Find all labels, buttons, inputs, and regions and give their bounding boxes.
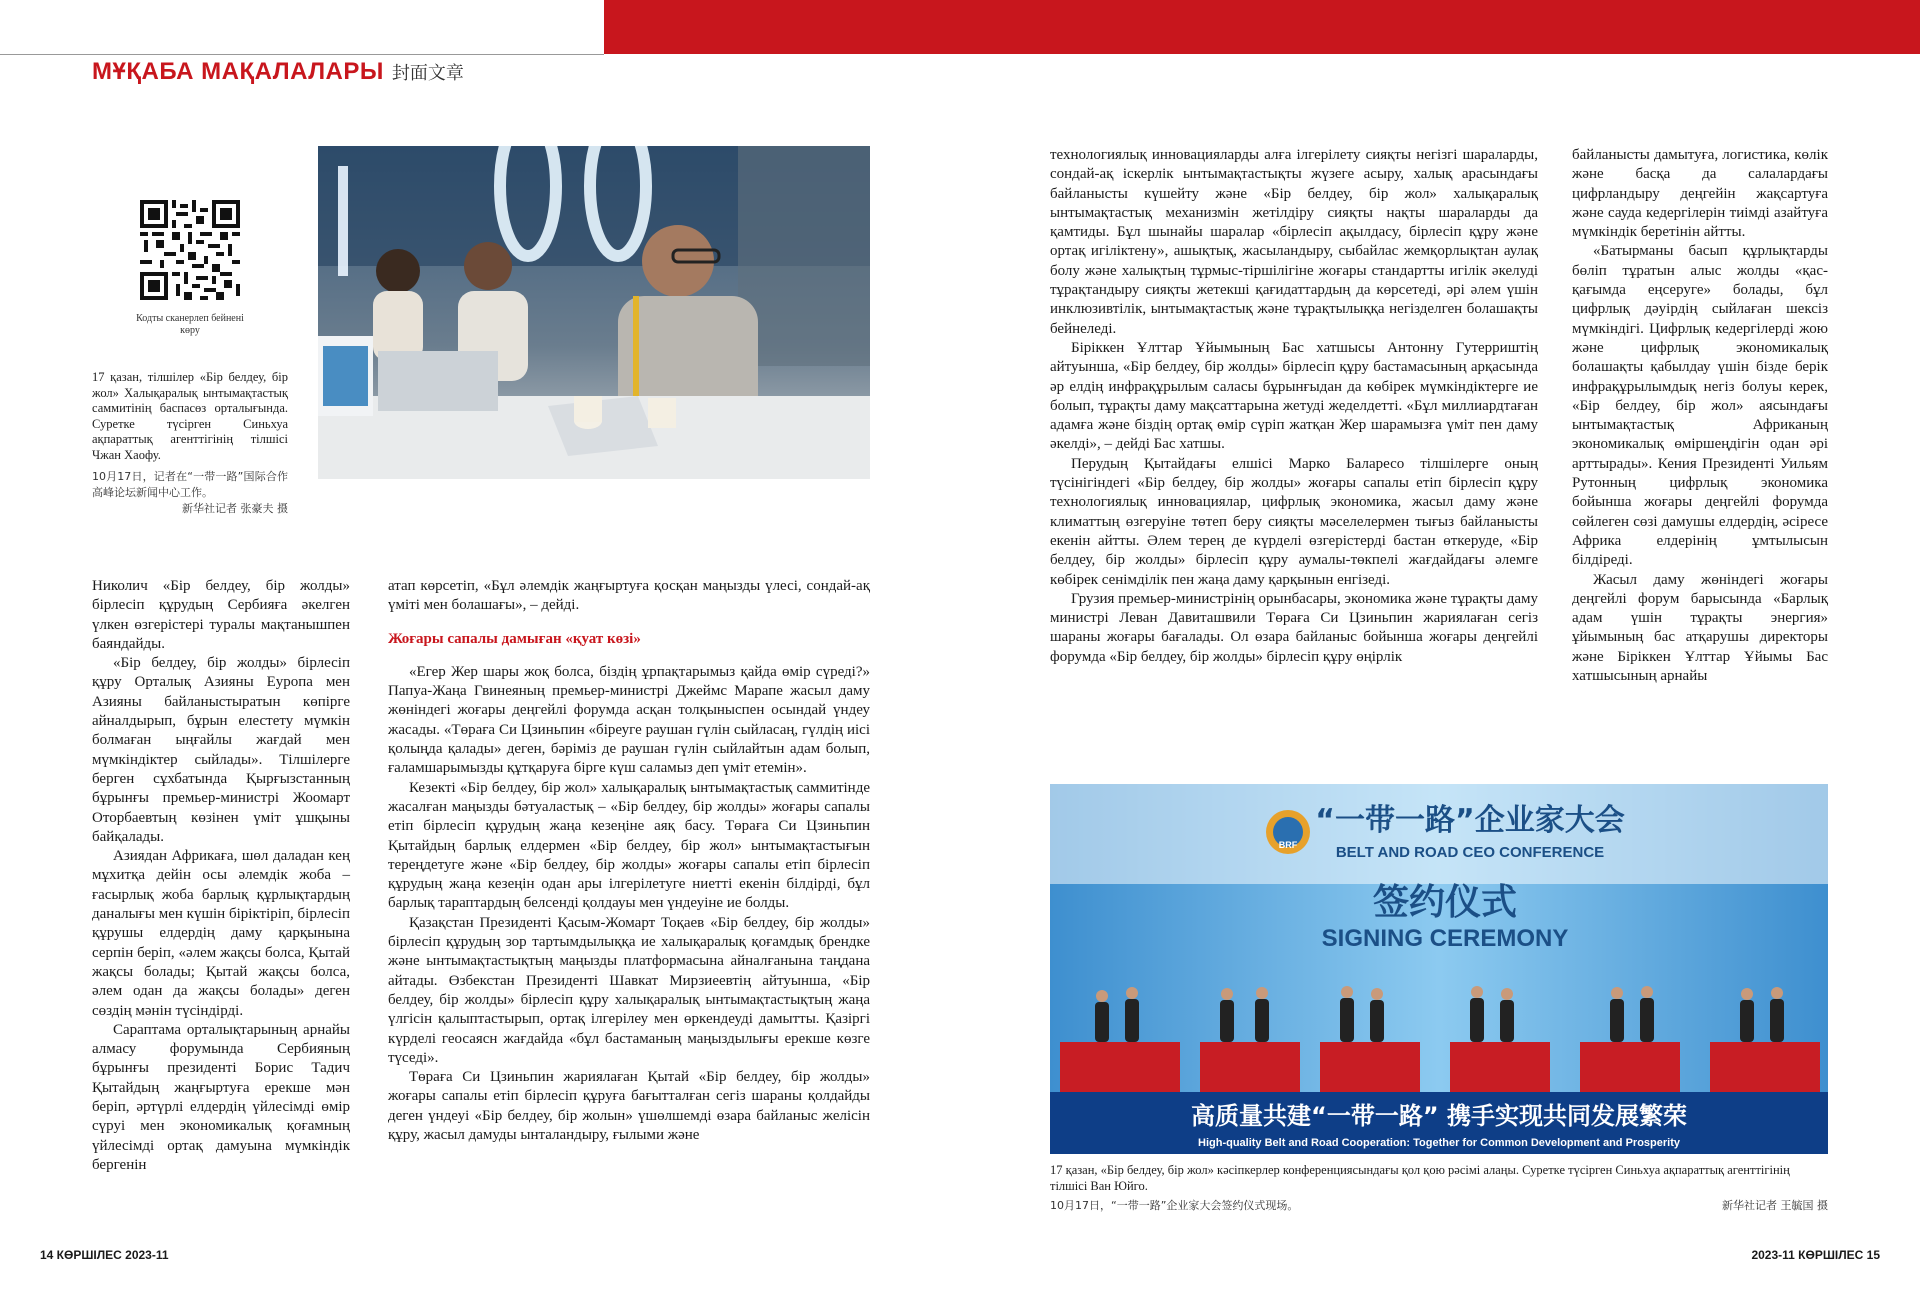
paragraph: Сараптама орталықтарының арнайы алмасу форумында Сербияның бұрынғы президенті Борис Тадич Қытайдың жаңғыртуға ерекше мән беріп, әртүрлі елдердің үйлесімді өмір сүруі мен экономикалық қоғамның үйлесімді ортақ дамуына мүмкіндік бергенін (92, 1021, 350, 1173)
press-center-photo (318, 146, 870, 479)
paragraph: Жасыл даму жөніндегі жоғары деңгейлі форум барысында «Барлық адам үшін тұрақты энергия» ұйымының бас атқарушы директоры және Біріккен Ұлттар Ұйымы Бас хатшысының арнайы (1572, 571, 1828, 685)
paragraph: атап көрсетіп, «Бұл әлемдік жаңғыртуға қосқан маңызды үлесі, сондай-ақ үміті мен болашағы», – дейді. (388, 578, 870, 614)
photo1-caption-kk: 17 қазан, тілшілер «Бір белдеу, бір жол» Халықаралық ынтымақтастық саммитінің баспасөз орталығында. Суретке түсірген Синьхуа ақпараттық агенттігінің тілшісі Чжан Хаофу. (92, 370, 288, 462)
photo2-caption-kk: 17 қазан, «Бір белдеу, бір жол» кәсіпкерлер конференциясындағы қол қою рәсімі алаңы. Суретке түсірген Синьхуа ақпараттық агенттігінің тілшісі Ван Юйго. (1050, 1163, 1790, 1193)
paragraph: Азиядан Африкаға, шөл даладан кең мұхитқа дейін осы әлемдік жоба – ғасырлық жоба барлық құрлықтардың даналығы мен күшін біріктіріп, бірлесіп құрушы елдердің даму қарқынына серпін беріп, «әлем жақсы болса, Қытай жақсы болады; Қытай жақсы болса, әлем одан да жақсы болады» деген сөздің мәнін түсіндірді. (92, 848, 350, 1019)
bottom-banner-en: High-quality Belt and Road Cooperation: Together for Common Development and Prosperity (1198, 1137, 1680, 1149)
header-rule (0, 54, 604, 55)
bottom-banner-cn: 高质量共建“一带一路” 携手实现共同发展繁荣 (1191, 1102, 1687, 1130)
paragraph: байланысты дамытуға, логистика, көлік және басқа да салалардағы цифрландыру деңгейін жақсартуға және сауда кедергілерін тиімді азайтуға мүмкіндік беретінін айтты. (1572, 147, 1828, 241)
paragraph: «Егер Жер шары жоқ болса, біздің ұрпақтарымыз қайда өмір сүреді?» Папуа-Жаңа Гвинеяның премьер-министрі Джеймс Марапе жасыл даму жөніндегі жоғары деңгейлі форумда асқан толқыныспен осындай үндеу жасады. «Төраға Си Цзиньпин «біреуге раушан гүлін сыйласаң, гүлдің иісі қолыңда қалады» деген, бәріміз де раушан гүлін сыйлайтын адам болып, ғаламшарымызды құтқаруға бірге күш саламыз деп үміт етемін». (388, 663, 870, 777)
paragraph: Біріккен Ұлттар Ұйымының Бас хатшысы Антонну Гутерриштің айтуынша, «Бір белдеу, бір жолды» бірлесіп құру бастамасының арқасында әр елдің инфрақұрылым саласы бұрынғыдан да көбірек мүмкіндіктерге ие болып, тұрақты даму мақсаттарына жетуді жеделдетті. «Бұл миллиардтаған адамға және біздің ортақ өмір сүріп жатқан Жер шарамызға үміт пен даму әкелді», – дейді Бас хатшы. (1050, 339, 1538, 453)
article-column-2 (388, 577, 870, 1145)
photo2-credit: 新华社记者 王毓国 摄 (1722, 1199, 1828, 1212)
photo2-caption-cn: 10月17日，“一带一路”企业家大会签约仪式现场。 (1050, 1199, 1299, 1212)
photo1-caption-cn: 10月17日，记者在“一带一路”国际合作高峰论坛新闻中心工作。 (92, 470, 288, 499)
section-title-cn: 封面文章 (391, 63, 464, 84)
header-red-bar (604, 0, 1920, 54)
photo1-caption (92, 370, 288, 517)
section-title (92, 58, 464, 86)
photo1-credit: 新华社记者 张豪夫 摄 (182, 502, 288, 515)
banner-en: BELT AND ROAD CEO CONFERENCE (1335, 844, 1605, 861)
subheading: Жоғары сапалы дамыған «қуат көзі» (388, 630, 641, 647)
article-column-4 (1572, 146, 1828, 686)
qr-block (128, 200, 252, 337)
qr-code-icon[interactable] (140, 200, 240, 300)
footer-left-page-number: 14 КӨРШІЛЕС 2023-11 (40, 1248, 169, 1262)
signing-ceremony-photo (1050, 784, 1828, 1154)
banner-cn: “一带一路”企业家大会 (1315, 803, 1625, 838)
article-column-1 (92, 577, 350, 1175)
paragraph: «Бір белдеу, бір жолды» бірлесіп құру Орталық Азияны Еуропа мен Азияны байланыстыратын көпірге айналдырып, бұрын елестету мүмкін болмаған ыңғайлы жағдай мен мүмкіндіктер сыйлады». Тілшілерге берген сұхбатында Қырғызстанның бұрынғы премьер-министрі Жоомарт Оторбаевтың көзінен үміт ұшқыны байқалады. (92, 655, 350, 845)
photo2-caption (1050, 1162, 1828, 1214)
paragraph: «Батырманы басып құрлықтарды бөліп тұратын алыс жолды «қас-қағымда еңсеруге» болады, бұл цифрлық дәуірдің сыйлаған шексіз мүмкіндігі. Цифрлық кедергілерді жою және цифрлық экономикалық болашақты қабылдау үшін бізде берік инфрақұрылымдық негіз болуы керек, «Бір белдеу, бір жол» аясындағы ынтымақтастық Африканың экономикалық өміршеңдігін одан әрі арттырады». Кения Президенті Уильям Рутонның цифрлық экономика бойынша жоғары деңгейлі форумда сөйлеген сөзі дамушы елдердің, әсіресе Африка елдерінің ұмтылысын білдіреді. (1572, 243, 1828, 569)
paragraph: Қазақстан Президенті Қасым-Жомарт Тоқаев «Бір белдеу, бір жолды» бірлесіп құрудың зор тартымдылыққа ие халықаралық қоғамдық брендке және ынтымақтастықтың маңызды платформасына айналғанына таңдана айтады. Өзбекстан Президенті Шавкат Мирзиеевтің айтуынша, «Бір белдеу, бір жолды» бірлесіп құру халықаралық ынтымақтастықтың жаңа үлгісін қалыптастырып, ортақ ілгерілеу мен өркендеуді дамытты. Қазіргі күрделі геосаясн жағдайда «бұл бастаманың маңыздылығы ерекше көзге түседі». (388, 914, 870, 1066)
photo2-caption-cn-row (1050, 1198, 1828, 1214)
qr-caption: Кодты сканерлеп бейнені көру (136, 313, 244, 336)
paragraph: Кезекті «Бір белдеу, бір жол» халықаралық ынтымақтастық саммитінде жасалған маңызды бәтуаластық – «Бір белдеу, бір жолды» жоғары сапалы етіп бірлесіп құрудың жаңа кезеңіне аяқ басу. Төраға Си Цзиньпин Қытайдың барлық елдермен «Бір белдеу, бір жол» ынтымақтастығын тереңдетуге және «Бір белдеу, бір жолды» жоғары сапалы етіп бірлесіп құрудың жаңа кезеңін одан ары ілгерілетуге ниетті екенін білдірді, бұл барлық тараптардың белсенді қолдауы мен үндеуіне ие болды. (388, 779, 870, 912)
paragraph: Перудың Қытайдағы елшісі Марко Баларесо тілшілерге оның түсінігіндегі «Бір белдеу, бір жолды» жоғары сапалы етіп бірлесіп құру технологиялық инновациялар, цифрлық экономика, жасыл даму және климаттың өзгеруіне төтеп беру сияқты мәселелермен тығыз байланысты екенін айтты. Әлем терең де күрделі өзгерістерді бастан өткеруде, «Бір белдеу, бір жолды» бірлесіп құру аумалы-төкпелі жағдайдағы әлемге көбірек сенімділік пен жаңа даму қарқынын енгізеді. (1050, 455, 1538, 588)
footer-right-page-number: 2023-11 КӨРШІЛЕС 15 (1751, 1248, 1880, 1262)
section-title-kk: МҰҚАБА МАҚАЛАЛАРЫ (92, 58, 384, 85)
article-column-3 (1050, 146, 1538, 667)
paragraph: Грузия премьер-министрінің орынбасары, экономика және тұрақты даму министрі Леван Давиташвили Төраға Си Цзиньпин жариялаған сегіз шараны жоғары бағалады. Ол өзара байланыс бойынша жоғары деңгейлі форумда «Бір белдеу, бір жолды» бірлесіп құру өңірлік (1050, 590, 1538, 665)
paragraph: Николич «Бір белдеу, бір жолды» бірлесіп құрудың Сербияға әкелген үлкен өзгерістері туралы мақтанышпен баяндайды. (92, 578, 350, 652)
paragraph: технологиялық инновацияларды алға ілгерілету сияқты негізгі шараларды, сондай-ақ іскерлік ынтымақтастықты жүзеге асыру, халық арасындағы байланысты күшейту және «Бір белдеу, бір жол» халықаралық ынтымақтастық механизмін жетілдіру сияқты нақты шараларды да қамтиды. Бұл шынайы шаралар «бірлесіп ақылдасу, бірлесіп құру және ортақ игіліктену», ашықтық, жасыландыру, сыбайлас жемқорлықтан аулақ болу және халықтың тұрмыс-тіршілігіне жоғары стандартты игілік әкелуді тұрақтандыру сияқты жетекші қағидаттардың да көрсетеді, әрі әлем үшін инклюзивтілік, ынтымақтастық және тұрақтылыққа негізделген болашақты бейнеледі. (1050, 147, 1538, 337)
sign-cn: 签约仪式 (1372, 882, 1518, 923)
brf-logo-text: BRF (1278, 840, 1298, 850)
paragraph: Төраға Си Цзиньпин жариялаған Қытай «Бір белдеу, бір жолды» жоғары сапалы етіп бірлесіп құруға бағытталған сегіз шараны қолдайды деген үндеуі «Бір белдеу, бір жолын» үшөлшемді өзара байланыс желісін құру, жасыл дамуды ынталандыру, ғылыми және (388, 1069, 870, 1144)
sign-en: SIGNING CEREMONY (1321, 925, 1569, 952)
